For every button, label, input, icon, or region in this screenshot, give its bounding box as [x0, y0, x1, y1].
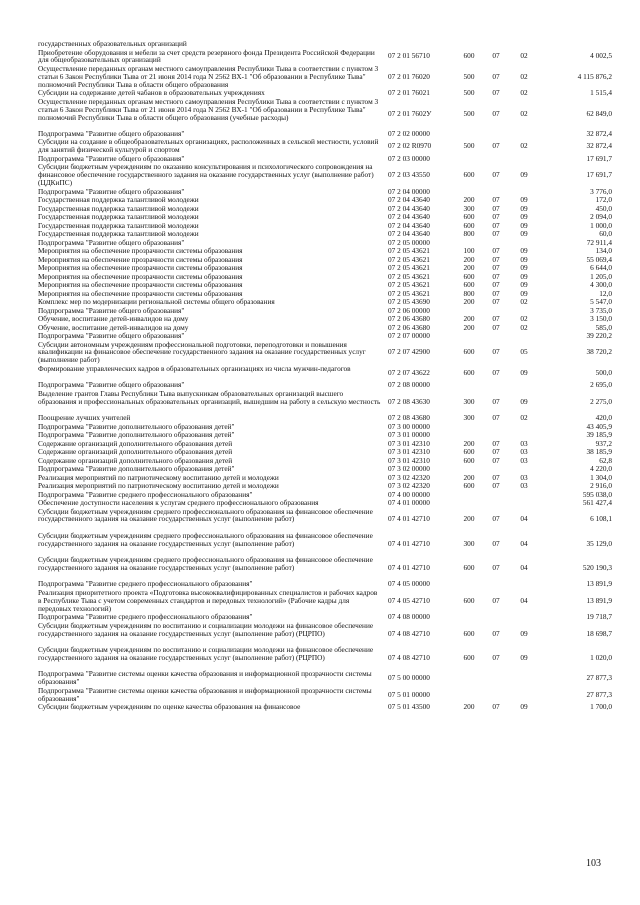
- row-name: Подпрограмма "Развитие общего образования": [38, 380, 185, 390]
- row-code: 07 2 07 43622: [388, 367, 430, 377]
- page-number: 103: [586, 858, 601, 869]
- row-name: Реализация мероприятий по патриотическому воспитанию детей и молодежи: [38, 481, 279, 491]
- row-rz: 07: [492, 628, 500, 638]
- row-vr: 200: [463, 195, 475, 205]
- row-rz: 07: [492, 367, 500, 377]
- row-pr: 02: [520, 322, 528, 332]
- row-code: 07 2 02 R0970: [388, 141, 432, 151]
- row-code: 07 2 03 00000: [388, 153, 430, 163]
- row-sum: 172,0: [595, 195, 612, 205]
- row-vr: 300: [463, 538, 475, 548]
- table-row: [0, 163, 640, 187]
- row-pr: 02: [520, 88, 528, 98]
- row-name: Мероприятия на обеспечение прозрачности системы образования: [38, 280, 243, 290]
- row-name: Выделение грантов Главы Республики Тыва выпускникам образовательных организаций высшего образования и профессиональных образовательных организаций, вышедшим на работу в сельскую местность: [38, 388, 381, 406]
- row-sum: 420,0: [595, 413, 612, 423]
- row-vr: 600: [463, 220, 475, 230]
- row-sum: 2 094,0: [590, 212, 612, 222]
- row-name: Содержание организаций дополнительного образования детей: [38, 438, 233, 448]
- row-code: 07 2 07 00000: [388, 331, 430, 341]
- row-name: Обучение, воспитание детей-инвалидов на дому: [38, 322, 189, 332]
- row-sum: 17 691,7: [586, 153, 612, 163]
- row-code: 07 2 05 00000: [388, 237, 430, 247]
- row-vr: 100: [463, 246, 475, 256]
- row-name: Поощрение лучших учителей: [38, 413, 131, 423]
- row-sum: 4 002,5: [590, 51, 612, 61]
- row-sum: 12,0: [599, 288, 612, 298]
- row-vr: 200: [463, 263, 475, 273]
- row-pr: 04: [520, 514, 528, 524]
- row-pr: 09: [520, 195, 528, 205]
- row-name: Подпрограмма "Развитие среднего профессионального образования": [38, 612, 253, 622]
- row-vr: 600: [463, 212, 475, 222]
- row-rz: 07: [492, 212, 500, 222]
- row-rz: 07: [492, 88, 500, 98]
- row-rz: 07: [492, 472, 500, 482]
- row-name: Подпрограмма "Развитие общего образования": [38, 128, 185, 138]
- row-code: 07 4 01 42710: [388, 538, 430, 548]
- row-code: 07 2 04 43640: [388, 229, 430, 239]
- row-pr: 09: [520, 212, 528, 222]
- row-sum: 1 700,0: [590, 702, 612, 712]
- row-rz: 07: [492, 271, 500, 281]
- table-row: [0, 365, 640, 381]
- row-name: Субсидии на создание в общеобразовательных организациях, расположенных в сельской местности, условий для занятий физической культурой и спортом: [38, 137, 379, 155]
- row-rz: 07: [492, 413, 500, 423]
- row-sum: 2 916,0: [590, 481, 612, 491]
- row-vr: 500: [463, 108, 475, 118]
- row-name: Мероприятия на обеспечение прозрачности системы образования: [38, 263, 243, 273]
- row-code: 07 2 05 43621: [388, 263, 430, 273]
- row-name: Субсидии на содержание детей чабанов в образовательных учреждениях: [38, 88, 265, 98]
- row-name: Реализация приоритетного проекта «Подготовка высококвалифицированных специалистов и рабочих кадров в Республике Тыва с учетом современных стандартов и передовых технологий» (Рабочие кадры для передовых технологий): [38, 587, 378, 613]
- row-rz: 07: [492, 280, 500, 290]
- row-name: Содержание организаций дополнительного образования детей: [38, 447, 233, 457]
- row-pr: 05: [520, 347, 528, 357]
- row-sum: 32 872,4: [586, 128, 612, 138]
- row-sum: 3 150,0: [590, 314, 612, 324]
- row-rz: 07: [492, 314, 500, 324]
- row-vr: 200: [463, 254, 475, 264]
- row-vr: 200: [463, 322, 475, 332]
- row-code: 07 2 08 43630: [388, 396, 430, 406]
- row-pr: 09: [520, 288, 528, 298]
- row-rz: 07: [492, 438, 500, 448]
- table-row: [0, 589, 640, 613]
- row-sum: 937,2: [595, 438, 612, 448]
- row-code: 07 2 06 43680: [388, 322, 430, 332]
- row-code: 07 2 05 43690: [388, 297, 430, 307]
- row-code: 07 2 08 43680: [388, 413, 430, 423]
- table-row: [0, 138, 640, 154]
- row-sum: 18 698,7: [586, 628, 612, 638]
- row-rz: 07: [492, 108, 500, 118]
- row-name: Подпрограмма "Развитие дополнительного образования детей": [38, 421, 235, 431]
- row-name: Обеспечение доступности населения к услугам среднего профессионального образования: [38, 498, 319, 508]
- row-vr: 600: [463, 271, 475, 281]
- row-sum: 134,0: [595, 246, 612, 256]
- row-code: 07 4 01 42710: [388, 514, 430, 524]
- row-sum: 72 911,4: [586, 237, 612, 247]
- row-pr: 02: [520, 141, 528, 151]
- row-code: 07 2 05 43621: [388, 246, 430, 256]
- row-name: Государственная поддержка талантливой молодежи: [38, 229, 199, 239]
- row-vr: 200: [463, 514, 475, 524]
- row-vr: 600: [463, 563, 475, 573]
- table-row: [0, 532, 640, 556]
- row-code: 07 3 01 42310: [388, 455, 430, 465]
- row-pr: 09: [520, 628, 528, 638]
- row-sum: 38 720,2: [586, 347, 612, 357]
- row-pr: 09: [520, 203, 528, 213]
- row-sum: 32 872,4: [586, 141, 612, 151]
- row-rz: 07: [492, 288, 500, 298]
- row-rz: 07: [492, 220, 500, 230]
- row-code: 07 3 00 00000: [388, 421, 430, 431]
- row-sum: 1 205,0: [590, 271, 612, 281]
- row-name: Мероприятия на обеспечение прозрачности системы образования: [38, 271, 243, 281]
- row-pr: 09: [520, 220, 528, 230]
- row-code: 07 2 04 43640: [388, 220, 430, 230]
- row-vr: 300: [463, 203, 475, 213]
- row-vr: 500: [463, 71, 475, 81]
- row-name: Приобретение оборудования и мебели за счет средств резервного фонда Президента Российской Федерации для общеобразовательных организаций: [38, 47, 375, 65]
- row-code: 07 2 06 43680: [388, 314, 430, 324]
- row-name: Обучение, воспитание детей-инвалидов на дому: [38, 314, 189, 324]
- row-vr: 600: [463, 280, 475, 290]
- row-pr: 04: [520, 563, 528, 573]
- row-sum: 4 115 876,2: [577, 71, 612, 81]
- row-code: 07 2 06 00000: [388, 305, 430, 315]
- row-rz: 07: [492, 538, 500, 548]
- row-sum: 1 000,0: [590, 220, 612, 230]
- table-row: [0, 703, 640, 712]
- row-rz: 07: [492, 203, 500, 213]
- row-pr: 09: [520, 254, 528, 264]
- row-pr: 02: [520, 71, 528, 81]
- row-vr: 600: [463, 170, 475, 180]
- row-vr: 600: [463, 455, 475, 465]
- row-name: Подпрограмма "Развитие общего образования": [38, 237, 185, 247]
- row-rz: 07: [492, 263, 500, 273]
- row-sum: 39 220,2: [586, 331, 612, 341]
- row-name: Подпрограмма "Развитие общего образования": [38, 186, 185, 196]
- row-name: Субсидии бюджетным учреждениям по воспитанию и социализации молодежи на финансовое обеспечение государственного задания на оказание государственных услуг (выполнение работ) (РЦРПО): [38, 620, 374, 638]
- row-code: 07 4 01 00000: [388, 498, 430, 508]
- row-rz: 07: [492, 170, 500, 180]
- row-code: 07 3 02 42320: [388, 472, 430, 482]
- row-code: 07 3 01 42310: [388, 438, 430, 448]
- row-sum: 2 275,0: [590, 396, 612, 406]
- row-sum: 35 129,0: [586, 538, 612, 548]
- row-sum: 595 038,0: [582, 489, 612, 499]
- row-rz: 07: [492, 595, 500, 605]
- row-sum: 38 185,9: [586, 447, 612, 457]
- row-name: Мероприятия на обеспечение прозрачности системы образования: [38, 254, 243, 264]
- row-name: Мероприятия на обеспечение прозрачности системы образования: [38, 288, 243, 298]
- row-name: Подпрограмма "Развитие системы оценки качества образования и информационной прозрачности системы образования": [38, 685, 372, 703]
- row-sum: 4 220,0: [590, 464, 612, 474]
- row-code: 07 5 00 00000: [388, 673, 430, 683]
- row-name: Субсидии автономным учреждениям профессиональной подготовки, переподготовки и повышения квалификации на финансовое обеспечение государственного задания на оказание государственных услуг (выполнение работ): [38, 339, 366, 365]
- row-name: Подпрограмма "Развитие дополнительного образования детей": [38, 430, 235, 440]
- row-vr: 600: [463, 347, 475, 357]
- row-name: Подпрограмма "Развитие общего образования": [38, 305, 185, 315]
- row-sum: 2 695,0: [590, 380, 612, 390]
- row-name: Субсидии бюджетным учреждениям среднего профессионального образования на финансовое обеспечение государственного задания на оказание государственных услуг (выполнение работ): [38, 555, 373, 573]
- row-name: Субсидии бюджетным учреждениям по оценке качества образования на финансовое: [38, 702, 301, 712]
- row-pr: 09: [520, 280, 528, 290]
- row-sum: 19 718,7: [586, 612, 612, 622]
- row-sum: 27 877,3: [586, 689, 612, 699]
- row-vr: 600: [463, 628, 475, 638]
- row-name: Формирование управленческих кадров в образовательных организациях из числа мужчин-педагогов: [38, 363, 351, 373]
- row-sum: 27 877,3: [586, 673, 612, 683]
- row-code: 07 4 00 00000: [388, 489, 430, 499]
- row-pr: 02: [520, 297, 528, 307]
- row-vr: 600: [463, 51, 475, 61]
- row-code: 07 2 05 43621: [388, 288, 430, 298]
- row-name: Подпрограмма "Развитие общего образования": [38, 331, 185, 341]
- row-rz: 07: [492, 481, 500, 491]
- row-rz: 07: [492, 51, 500, 61]
- row-pr: 03: [520, 438, 528, 448]
- row-vr: 200: [463, 297, 475, 307]
- row-vr: 500: [463, 141, 475, 151]
- row-name: Государственная поддержка талантливой молодежи: [38, 203, 199, 213]
- row-pr: 09: [520, 263, 528, 273]
- row-rz: 07: [492, 254, 500, 264]
- row-sum: 1 020,0: [590, 652, 612, 662]
- row-sum: 6 644,0: [590, 263, 612, 273]
- row-sum: 3 776,0: [590, 186, 612, 196]
- row-rz: 07: [492, 447, 500, 457]
- row-rz: 07: [492, 702, 500, 712]
- row-rz: 07: [492, 322, 500, 332]
- row-vr: 200: [463, 702, 475, 712]
- row-sum: 55 069,4: [586, 254, 612, 264]
- row-code: 07 5 01 43500: [388, 702, 430, 712]
- row-rz: 07: [492, 195, 500, 205]
- row-rz: 07: [492, 141, 500, 151]
- row-code: 07 2 01 76021: [388, 88, 430, 98]
- row-rz: 07: [492, 563, 500, 573]
- row-rz: 07: [492, 347, 500, 357]
- row-pr: 09: [520, 367, 528, 377]
- row-vr: 800: [463, 288, 475, 298]
- table-row: [0, 65, 640, 89]
- row-sum: 500,0: [595, 367, 612, 377]
- row-rz: 07: [492, 652, 500, 662]
- row-code: 07 4 08 00000: [388, 612, 430, 622]
- row-vr: 300: [463, 396, 475, 406]
- row-vr: 200: [463, 438, 475, 448]
- row-name: Осуществление переданных органам местного самоуправления Республики Тыва в соответствии с пунктом 3 статьи 6 Закон Республики Тыва от 21 июня 2014 года N 2562 ВХ-1 "Об образовании в Республике Тыва" полномочий Республики Тыва в области общего образования (учебные расходы): [38, 96, 379, 122]
- row-code: 07 2 02 00000: [388, 128, 430, 138]
- row-pr: 09: [520, 702, 528, 712]
- row-name: Государственная поддержка талантливой молодежи: [38, 220, 199, 230]
- row-sum: 561 427,4: [582, 498, 612, 508]
- table-row: [0, 341, 640, 365]
- table-row: [0, 556, 640, 580]
- row-code: 07 2 05 43621: [388, 280, 430, 290]
- row-code: 07 3 01 00000: [388, 430, 430, 440]
- row-name: Субсидии бюджетным учреждениям среднего профессионального образования на финансовое обеспечение государственного задания на оказание государственных услуг (выполнение работ): [38, 506, 373, 524]
- row-code: 07 2 05 43621: [388, 254, 430, 264]
- row-code: 07 2 08 00000: [388, 380, 430, 390]
- row-pr: 09: [520, 652, 528, 662]
- row-sum: 4 300,0: [590, 280, 612, 290]
- row-pr: 09: [520, 396, 528, 406]
- row-rz: 07: [492, 455, 500, 465]
- table-row: [0, 622, 640, 646]
- row-sum: 5 547,0: [590, 297, 612, 307]
- row-pr: 02: [520, 108, 528, 118]
- row-code: 07 2 01 76020: [388, 71, 430, 81]
- row-sum: 13 891,9: [586, 595, 612, 605]
- row-pr: 04: [520, 595, 528, 605]
- row-pr: 02: [520, 51, 528, 61]
- row-vr: 200: [463, 472, 475, 482]
- row-pr: 03: [520, 455, 528, 465]
- row-rz: 07: [492, 514, 500, 524]
- row-name: Подпрограмма "Развитие системы оценки качества образования и информационной прозрачности системы образования": [38, 669, 372, 687]
- row-vr: 600: [463, 481, 475, 491]
- row-sum: 17 691,7: [586, 170, 612, 180]
- row-name: Субсидии бюджетным учреждениям среднего профессионального образования на финансовое обеспечение государственного задания на оказание государственных услуг (выполнение работ): [38, 530, 373, 548]
- row-sum: 39 185,9: [586, 430, 612, 440]
- row-name: Осуществление переданных органам местного самоуправления Республики Тыва в соответствии с пунктом 3 статьи 6 Закон Республики Тыва от 21 июня 2014 года N 2562 ВХ-1 "Об образовании в Республике Тыва" полномочий Республики Тыва в области общего образования: [38, 63, 379, 89]
- row-name: Реализация мероприятий по патриотическому воспитанию детей и молодежи: [38, 472, 279, 482]
- row-code: 07 2 07 42900: [388, 347, 430, 357]
- row-vr: 600: [463, 447, 475, 457]
- table-row: [0, 670, 640, 686]
- row-sum: 62 849,0: [586, 108, 612, 118]
- row-code: 07 2 05 43621: [388, 271, 430, 281]
- row-sum: 3 735,0: [590, 305, 612, 315]
- row-sum: 1 515,4: [590, 88, 612, 98]
- table-row: [0, 508, 640, 532]
- table-row: [0, 687, 640, 703]
- row-code: 07 3 02 42320: [388, 481, 430, 491]
- row-name: Мероприятия на обеспечение прозрачности системы образования: [38, 246, 243, 256]
- row-sum: 60,0: [599, 229, 612, 239]
- table-row: [0, 49, 640, 65]
- row-pr: 03: [520, 481, 528, 491]
- row-vr: 600: [463, 652, 475, 662]
- row-sum: 13 891,9: [586, 579, 612, 589]
- row-pr: 03: [520, 447, 528, 457]
- row-sum: 520 190,3: [582, 563, 612, 573]
- row-code: 07 2 04 43640: [388, 212, 430, 222]
- row-code: 07 5 01 00000: [388, 689, 430, 699]
- row-name: Субсидии бюджетным учреждениям по воспитанию и социализации молодежи на финансовое обеспечение государственного задания на оказание государственных услуг (выполнение работ) (РЦРПО): [38, 645, 374, 662]
- row-sum: 1 304,0: [590, 472, 612, 482]
- row-vr: 800: [463, 229, 475, 239]
- row-code: 07 2 01 56710: [388, 51, 430, 61]
- row-vr: 600: [463, 595, 475, 605]
- row-pr: 02: [520, 413, 528, 423]
- row-sum: 6 108,1: [590, 514, 612, 524]
- row-vr: 500: [463, 88, 475, 98]
- row-name: Государственная поддержка талантливой молодежи: [38, 195, 199, 205]
- row-name: Подпрограмма "Развитие дополнительного образования детей": [38, 464, 235, 474]
- row-code: 07 4 05 00000: [388, 579, 430, 589]
- row-rz: 07: [492, 246, 500, 256]
- row-name: Подпрограмма "Развитие среднего профессионального образования": [38, 579, 253, 589]
- row-code: 07 2 04 43640: [388, 195, 430, 205]
- row-sum: 450,0: [595, 203, 612, 213]
- row-name: Государственная поддержка талантливой молодежи: [38, 212, 199, 222]
- row-name: Субсидии бюджетным учреждениям по оказанию консультирования и психологического сопровождения на финансовое обеспечение государственного задания на оказание государственных услуг (выполнение работ) (ЦДКиПС): [38, 162, 374, 188]
- row-rz: 07: [492, 297, 500, 307]
- row-sum: 43 405,9: [586, 421, 612, 431]
- row-pr: 09: [520, 170, 528, 180]
- row-code: 07 2 03 43550: [388, 170, 430, 180]
- row-name: Комплекс мер по модернизации региональной системы общего образования: [38, 297, 275, 307]
- row-vr: 200: [463, 314, 475, 324]
- row-code: 07 4 05 42710: [388, 595, 430, 605]
- row-code: 07 3 01 42310: [388, 447, 430, 457]
- table-row: [0, 646, 640, 670]
- row-code: 07 2 04 43640: [388, 203, 430, 213]
- row-code: 07 2 01 7602У: [388, 108, 432, 118]
- row-name: Содержание организаций дополнительного образования детей: [38, 455, 233, 465]
- row-pr: 03: [520, 472, 528, 482]
- budget-table: [0, 40, 640, 712]
- row-name: государственных образовательных организаций: [38, 39, 187, 48]
- row-name: Подпрограмма "Развитие общего образования": [38, 153, 185, 163]
- table-row: [0, 390, 640, 414]
- row-sum: 62,8: [599, 455, 612, 465]
- row-rz: 07: [492, 71, 500, 81]
- row-code: 07 4 08 42710: [388, 652, 430, 662]
- row-sum: 585,0: [595, 322, 612, 332]
- table-row: [0, 98, 640, 130]
- row-code: 07 4 01 42710: [388, 563, 430, 573]
- row-pr: 09: [520, 271, 528, 281]
- row-pr: 04: [520, 538, 528, 548]
- row-pr: 09: [520, 246, 528, 256]
- row-vr: 300: [463, 413, 475, 423]
- row-pr: 02: [520, 314, 528, 324]
- row-code: 07 2 04 00000: [388, 186, 430, 196]
- row-pr: 09: [520, 229, 528, 239]
- row-name: Подпрограмма "Развитие среднего профессионального образования": [38, 489, 253, 499]
- row-rz: 07: [492, 396, 500, 406]
- row-code: 07 4 08 42710: [388, 628, 430, 638]
- row-code: 07 3 02 00000: [388, 464, 430, 474]
- row-rz: 07: [492, 229, 500, 239]
- row-vr: 600: [463, 367, 475, 377]
